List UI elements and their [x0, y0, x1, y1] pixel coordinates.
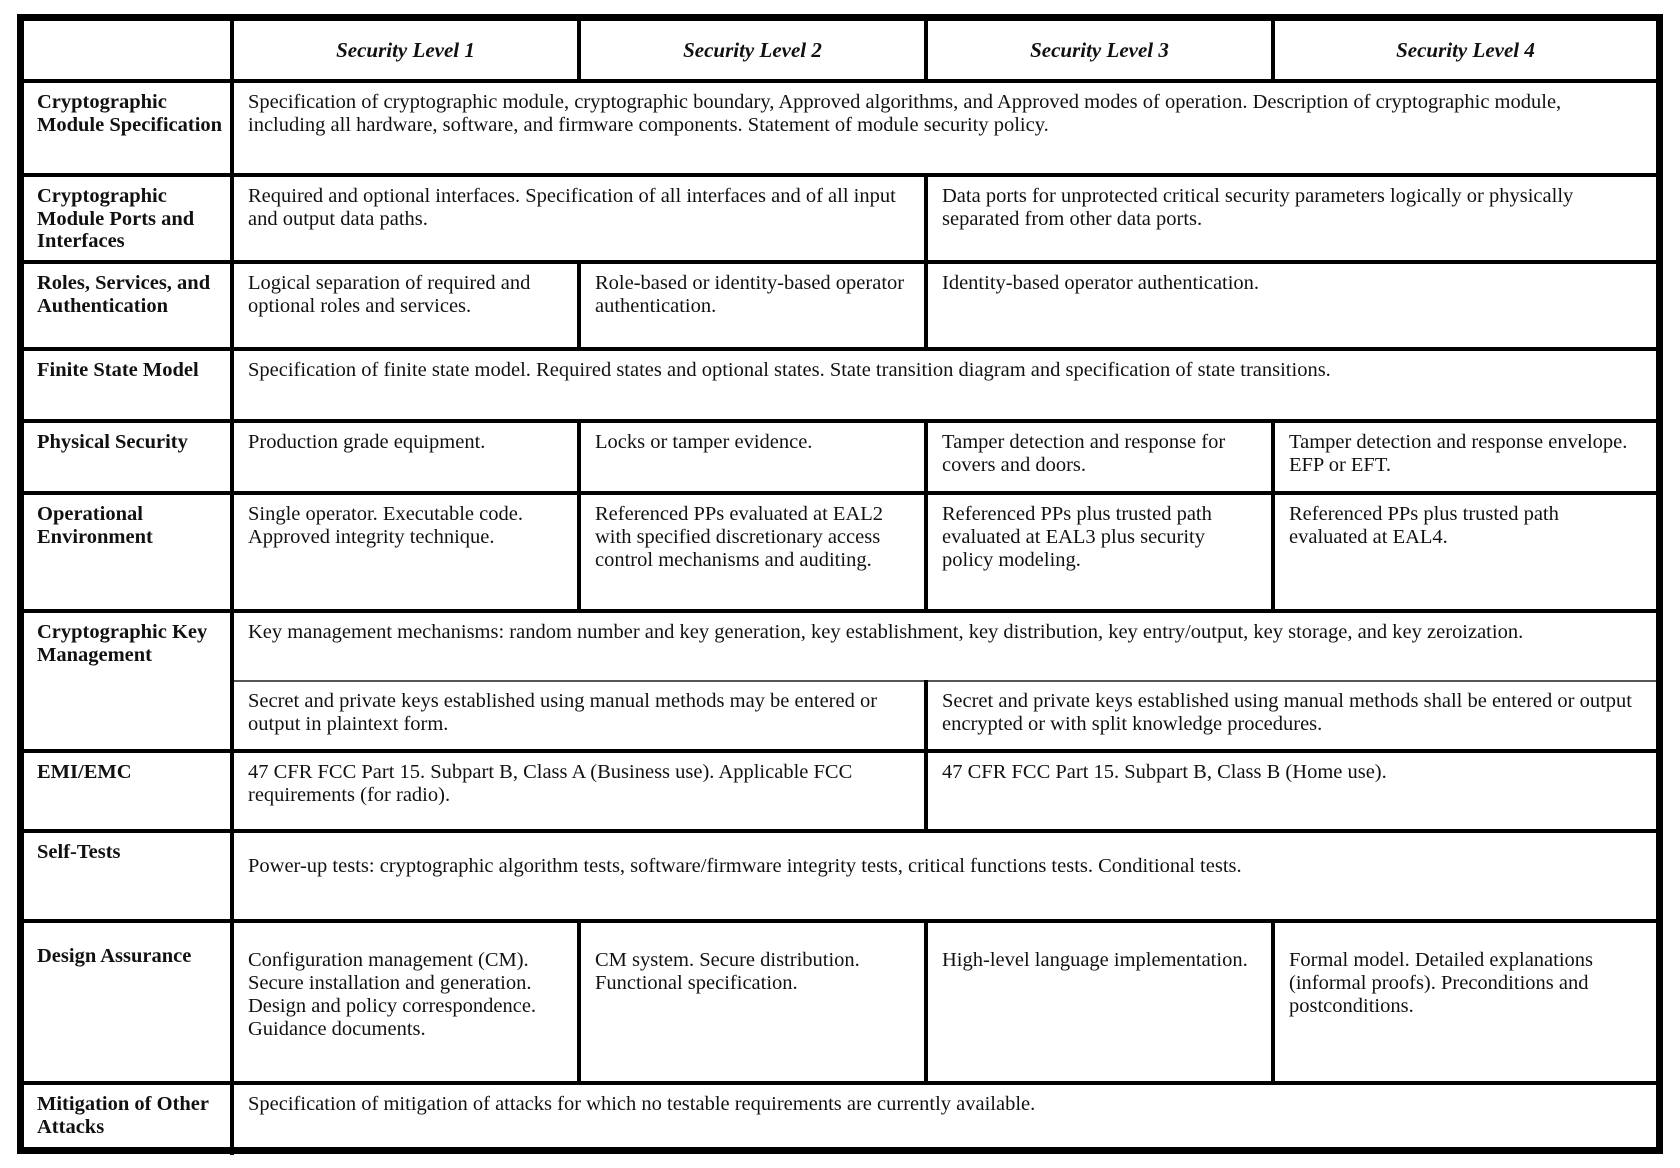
area-label: Cryptographic Key Management [24, 611, 232, 751]
header-security-level-1: Security Level 1 [232, 21, 579, 81]
requirement-levels-1-2: Secret and private keys established using manual methods may be entered or output in plaintext form. [232, 681, 926, 751]
requirement-level-4: Formal model. Detailed explanations (informal proofs). Preconditions and postconditions. [1273, 921, 1656, 1083]
requirement-levels-1-2: Required and optional interfaces. Specification of all interfaces and of all input and output data paths. [232, 175, 926, 262]
requirement-level-2: Role-based or identity-based operator authentication. [579, 262, 926, 349]
row-key-management [24, 611, 1656, 681]
security-requirements-table-frame [17, 14, 1663, 1154]
requirement-level-1: Single operator. Executable code. Approved integrity technique. [232, 493, 579, 611]
requirement-levels-3-4: Data ports for unprotected critical security parameters logically or physically separated from other data ports. [926, 175, 1656, 262]
area-label: Design Assurance [24, 921, 232, 1083]
row-mitigation-other-attacks [24, 1083, 1656, 1155]
area-label: Finite State Model [24, 349, 232, 421]
area-label: Self-Tests [24, 831, 232, 921]
requirement-level-3: High-level language implementation. [926, 921, 1273, 1083]
requirement-level-1: Production grade equipment. [232, 421, 579, 493]
area-label: Physical Security [24, 421, 232, 493]
area-label: Cryptographic Module Specification [24, 81, 232, 175]
requirement-levels-3-4: Identity-based operator authentication. [926, 262, 1656, 349]
requirement-level-1: Configuration management (CM). Secure installation and generation. Design and policy correspondence. Guidance documents. [232, 921, 579, 1083]
requirement-levels-1-2: 47 CFR FCC Part 15. Subpart B, Class A (Business use). Applicable FCC requirements (for radio). [232, 751, 926, 831]
row-operational-environment [24, 493, 1656, 611]
header-security-level-4: Security Level 4 [1273, 21, 1656, 81]
requirement-level-2: Locks or tamper evidence. [579, 421, 926, 493]
requirement-level-4: Tamper detection and response envelope. EFP or EFT. [1273, 421, 1656, 493]
requirement-level-1: Logical separation of required and optional roles and services. [232, 262, 579, 349]
header-row [24, 21, 1656, 81]
requirement-all-levels: Specification of cryptographic module, cryptographic boundary, Approved algorithms, and Approved modes of operation. Description of cryptographic module, including all hardware, software, and firmware components. Statement of module security policy. [232, 81, 1656, 175]
row-key-management-sub [24, 681, 1656, 751]
row-emi-emc [24, 751, 1656, 831]
security-requirements-table [24, 21, 1656, 1155]
row-self-tests [24, 831, 1656, 921]
requirement-level-2: Referenced PPs evaluated at EAL2 with specified discretionary access control mechanisms and auditing. [579, 493, 926, 611]
header-security-level-2: Security Level 2 [579, 21, 926, 81]
row-finite-state-model [24, 349, 1656, 421]
area-label: Operational Environment [24, 493, 232, 611]
requirement-levels-3-4: Secret and private keys established using manual methods shall be entered or output encrypted or with split knowledge procedures. [926, 681, 1656, 751]
requirement-level-2: CM system. Secure distribution. Functional specification. [579, 921, 926, 1083]
row-design-assurance [24, 921, 1656, 1083]
row-roles-services [24, 262, 1656, 349]
requirement-levels-3-4: 47 CFR FCC Part 15. Subpart B, Class B (Home use). [926, 751, 1656, 831]
header-corner-cell [24, 21, 232, 81]
area-label: Mitigation of Other Attacks [24, 1083, 232, 1155]
row-crypto-module-spec [24, 81, 1656, 175]
requirement-level-3: Referenced PPs plus trusted path evaluated at EAL3 plus security policy modeling. [926, 493, 1273, 611]
requirement-all-levels: Specification of mitigation of attacks for which no testable requirements are currently available. [232, 1083, 1656, 1155]
area-label: EMI/EMC [24, 751, 232, 831]
row-physical-security [24, 421, 1656, 493]
row-ports-interfaces [24, 175, 1656, 262]
header-security-level-3: Security Level 3 [926, 21, 1273, 81]
area-label: Cryptographic Module Ports and Interfaces [24, 175, 232, 262]
requirement-all-levels: Power-up tests: cryptographic algorithm tests, software/firmware integrity tests, critical functions tests. Conditional tests. [232, 831, 1656, 921]
requirement-all-levels: Specification of finite state model. Required states and optional states. State transition diagram and specification of state transitions. [232, 349, 1656, 421]
requirement-all-levels: Key management mechanisms: random number and key generation, key establishment, key distribution, key entry/output, key storage, and key zeroization. [232, 611, 1656, 681]
requirement-level-3: Tamper detection and response for covers and doors. [926, 421, 1273, 493]
area-label: Roles, Services, and Authentication [24, 262, 232, 349]
requirement-level-4: Referenced PPs plus trusted path evaluated at EAL4. [1273, 493, 1656, 611]
